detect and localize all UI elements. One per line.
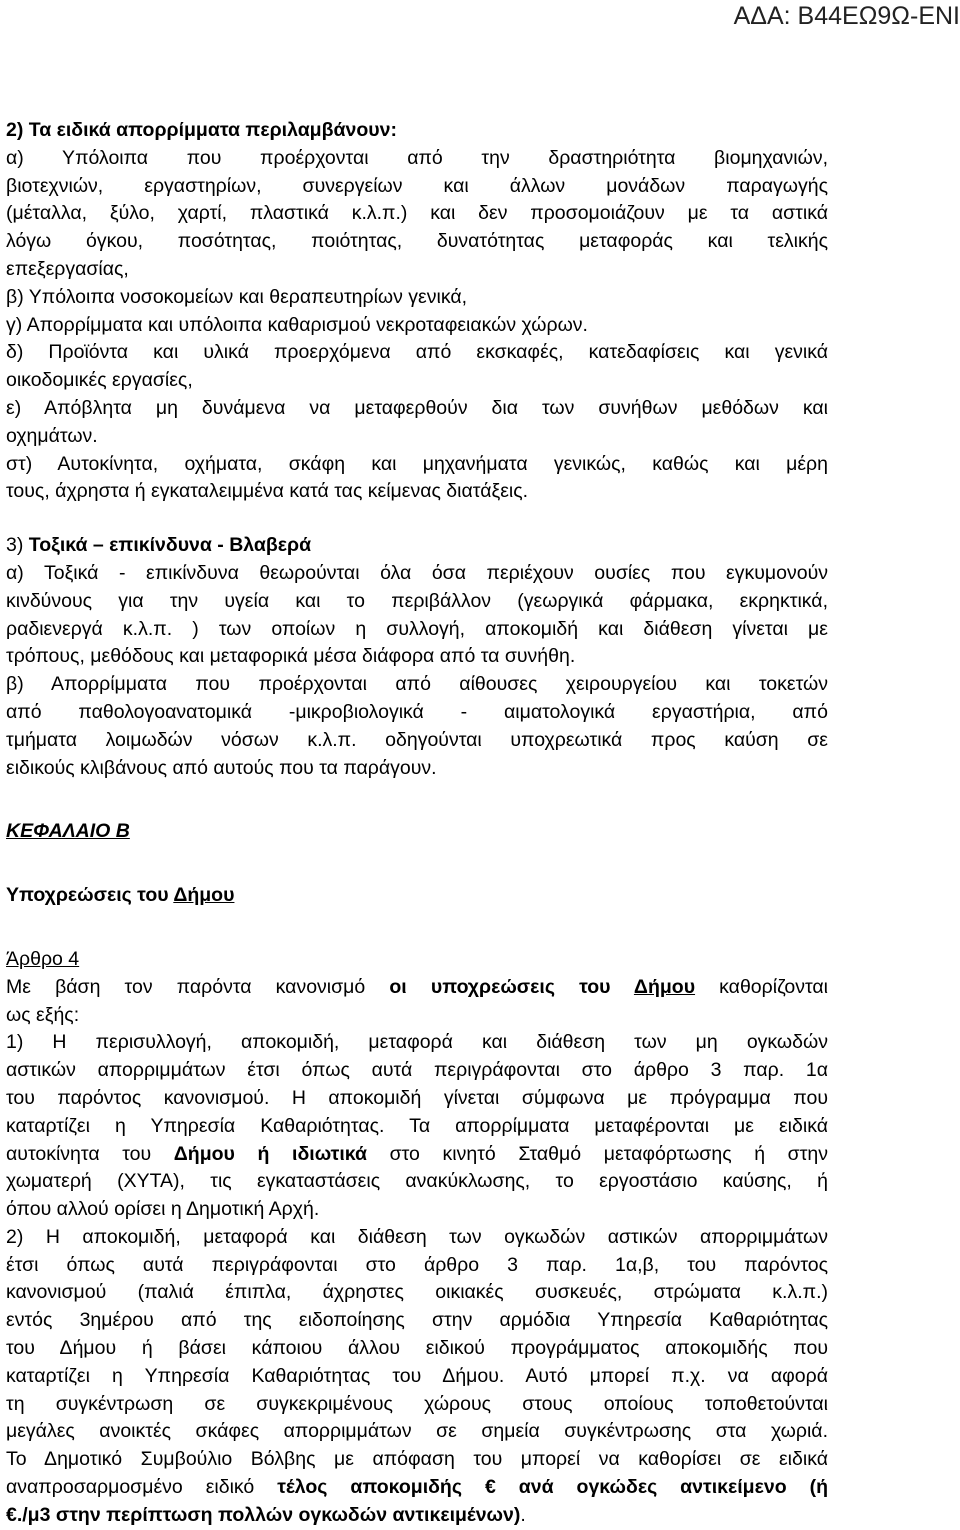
article-4-p2-line: 2) Η αποκομιδή, μεταφορά και διάθεση των ογκωδών αστικών απορριμμάτων — [6, 1225, 828, 1248]
article-4-p2-line: έτσι όπως αυτά περιγράφονται στο άρθρο 3 παρ. 1α,β, του παρόντος — [6, 1253, 828, 1276]
article-4-p1-line: αυτοκίνητα του Δήμου ή ιδιωτικά στο κινητό Σταθμό μεταφόρτωσης ή στην — [6, 1142, 829, 1165]
section-2-line: β) Υπόλοιπα νοσοκομείων και θεραπευτηρίων γενικά, — [6, 285, 468, 308]
section-3-line: κινδύνους για την υγεία και το περιβάλλον (γεωργικά φάρμακα, εκρηκτικά, — [6, 589, 828, 612]
section-2-line: (μέταλλα, ξύλο, χαρτί, πλαστικά κ.λ.π.) και δεν προσομοιάζουν με τα αστικά — [6, 202, 828, 225]
ada-code: ΑΔΑ: Β44ΕΩ9Ω-ΕΝΙ — [733, 2, 960, 30]
article-4-p2-line: αναπροσαρμοσμένο ειδικό τέλος αποκομιδής € ανά ογκώδες αντικείμενο (ή — [6, 1476, 828, 1499]
article-4-p1-line: χωματερή (ΧΥΤΑ), τις εγκαταστάσεις ανακύκλωσης, το εργοστάσιο καύσης, ή — [6, 1170, 828, 1193]
section-3-line: β) Απορρίμματα που προέρχονται από αίθουσες χειρουργείου και τοκετών — [6, 673, 828, 696]
section-2-line: στ) Αυτοκίνητα, οχήματα, σκάφη και μηχανήματα γενικώς, καθώς και μέρη — [6, 452, 828, 475]
section-2-line: α) Υπόλοιπα που προέρχονται από την δραστηριότητα βιομηχανιών, — [6, 146, 828, 169]
article-4-p1-line: όπου αλλού ορίσει η Δημοτική Αρχή. — [6, 1198, 320, 1221]
section-2-line: τους, άχρηστα ή εγκαταλειμμένα κατά τας κείμενας διατάξεις. — [6, 480, 529, 503]
section-2-line: οικοδομικές εργασίες, — [6, 369, 193, 392]
article-4-p2-line: εντός 3ημέρου από της ειδοποίησης στην αρμόδια Υπηρεσία Καθαριότητας — [6, 1309, 828, 1332]
article-4-p2-line: του Δήμου ή βάσει κάποιου άλλου ειδικού προγράμματος αποκομιδής που — [6, 1337, 828, 1360]
article-4-p1-line: καταρτίζει η Υπηρεσία Καθαριότητας. Τα απορρίμματα μεταφέρονται με ειδικά — [6, 1114, 828, 1137]
section-3-line: α) Τοξικά - επικίνδυνα θεωρούνται όλα όσα περιέχουν ουσίες που εγκυμονούν — [6, 561, 828, 584]
article-4-p2-line: €./μ3 στην περίπτωση πολλών ογκωδών αντικειμένων). — [6, 1503, 526, 1526]
chapter-title: ΚΕΦΑΛΑΙΟ Β — [6, 820, 130, 843]
section-2-line: γ) Απορρίμματα και υπόλοιπα καθαρισμού νεκροταφειακών χώρων. — [6, 313, 588, 336]
section-3-line: τρόπους, μεθόδους και μεταφορικά μέσα διάφορα από τα συνήθη. — [6, 645, 576, 668]
document-body — [6, 117, 828, 1530]
article-4-title: Άρθρο 4 — [6, 947, 80, 970]
section-3-line: ραδιενεργά κ.λ.π. ) των οποίων η συλλογή, αποκομιδή και διάθεση γίνεται με — [6, 617, 828, 640]
article-4-intro: ως εξής: — [6, 1003, 80, 1026]
article-4-p2-line: μεγάλες ανοικτές σκάφες απορριμμάτων σε σημεία συγκέντρωσης στα χωριά. — [6, 1420, 828, 1443]
article-4-p1-line: 1) Η περισυλλογή, αποκομιδή, μεταφορά και διάθεση των μη ογκωδών — [6, 1031, 828, 1054]
section-3-line: τμήματα λοιμωδών νόσων κ.λ.π. οδηγούνται υποχρεωτικά προς καύση σε — [6, 728, 828, 751]
article-4-intro: Με βάση τον παρόντα κανονισμό οι υποχρεώσεις του Δήμου καθορίζονται — [6, 975, 828, 998]
article-4-p1-line: αστικών απορριμμάτων έτσι όπως αυτά περιγράφονται στο άρθρο 3 παρ. 1α — [6, 1059, 828, 1082]
section-2-line: λόγω όγκου, ποσότητας, ποιότητας, δυνατότητας μεταφοράς και τελικής — [6, 230, 828, 253]
section-2-line: οχημάτων. — [6, 424, 98, 447]
article-4-p2-line: Το Δημοτικό Συμβούλιο Βόλβης με απόφαση του μπορεί να καθορίσει σε ειδικά — [6, 1448, 828, 1471]
section-2-title: 2) Τα ειδικά απορρίμματα περιλαμβάνουν: — [6, 119, 397, 141]
obligations-title: Υποχρεώσεις του Δήμου — [6, 884, 235, 907]
section-3-title: 3) Τοξικά – επικίνδυνα - Βλαβερά — [6, 534, 312, 557]
section-2-line: ε) Απόβλητα μη δυνάμενα να μεταφερθούν δια των συνήθων μεθόδων και — [6, 396, 828, 419]
article-4-p1-line: του παρόντος κανονισμού. Η αποκομιδή γίνεται σύμφωνα με πρόγραμμα που — [6, 1086, 828, 1109]
section-2-line: βιοτεχνιών, εργαστηρίων, συνεργείων και άλλων μονάδων παραγωγής — [6, 174, 828, 197]
section-3-line: από παθολογοανατομικά -μικροβιολογικά - αιματολογικά εργαστήρια, από — [6, 700, 828, 723]
article-4-p2-line: κανονισμού (παλιά έπιπλα, άχρηστες οικιακές συσκευές, στρώματα κ.λ.π.) — [6, 1281, 828, 1304]
article-4-p2-line: τη συγκέντρωση σε συγκεκριμένους χώρους στους οποίους τοποθετούνται — [6, 1392, 828, 1415]
section-3-line: ειδικούς κλιβάνους από αυτούς που τα παράγουν. — [6, 756, 437, 779]
section-2-line: επεξεργασίας, — [6, 257, 129, 280]
section-2-line: δ) Προϊόντα και υλικά προερχόμενα από εκσκαφές, κατεδαφίσεις και γενικά — [6, 341, 828, 364]
article-4-p2-line: καταρτίζει η Υπηρεσία Καθαριότητας του Δήμου. Αυτό μπορεί π.χ. να αφορά — [6, 1364, 828, 1387]
